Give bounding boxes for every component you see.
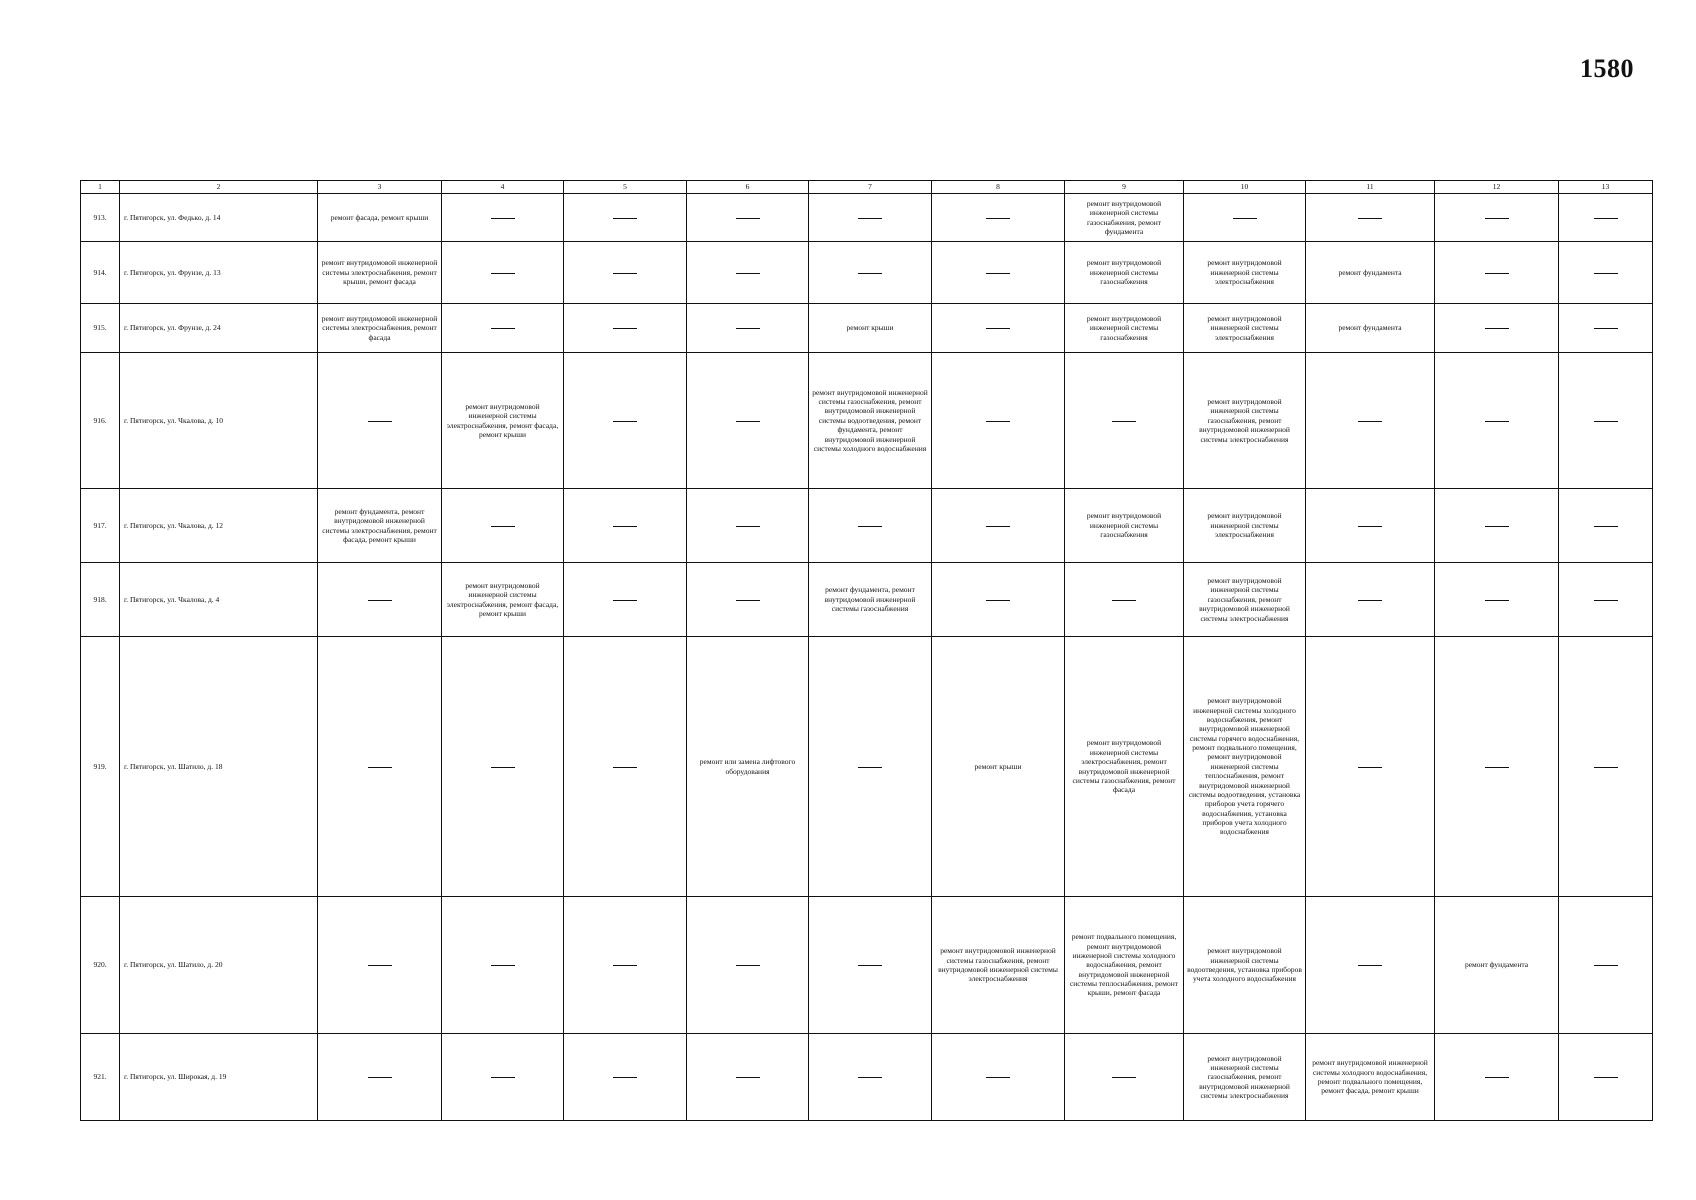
empty-cell [1435,637,1559,897]
dash-mark [1358,767,1382,768]
empty-cell [1065,1034,1184,1121]
empty-cell [564,242,687,304]
address-cell: г. Пятигорск, ул. Шатило, д. 18 [120,637,318,897]
empty-cell [1065,563,1184,637]
address-cell: г. Пятигорск, ул. Чкалова, д. 10 [120,353,318,489]
dash-mark [1594,600,1618,601]
work-type-cell: ремонт внутридомовой инженерной системы холодного водоснабжения, ремонт внутридомовой инженерной системы горячего водоснабжения, ремонт подвального помещения, ремонт внутридомовой инженерной системы теплоснабжения, ремонт внутридомовой инженерной системы водоотведения, установка приборов учета горячего водоснабжения, установка приборов учета холодного водоснабжения [1184,637,1306,897]
dash-mark [1594,526,1618,527]
empty-cell [564,489,687,563]
dash-mark [1594,218,1618,219]
column-number-cell: 1 [81,181,120,194]
work-type-cell: ремонт фундамента [1435,897,1559,1034]
dash-mark [986,218,1010,219]
empty-cell [442,489,564,563]
empty-cell [809,489,932,563]
empty-cell [1559,489,1653,563]
table-row [81,563,1653,637]
empty-cell [564,1034,687,1121]
empty-cell [1306,489,1435,563]
empty-cell [809,1034,932,1121]
dash-mark [1485,767,1509,768]
work-type-cell: ремонт внутридомовой инженерной системы электроснабжения, ремонт крыши, ремонт фасада [318,242,442,304]
column-number-cell: 10 [1184,181,1306,194]
dash-mark [1358,218,1382,219]
dash-mark [858,273,882,274]
empty-cell [1184,194,1306,242]
dash-mark [1358,421,1382,422]
empty-cell [1559,637,1653,897]
work-type-cell: ремонт внутридомовой инженерной системы газоснабжения, ремонт внутридомовой инженерной системы электроснабжения [1184,563,1306,637]
address-cell: г. Пятигорск, ул. Шатило, д. 20 [120,897,318,1034]
empty-cell [1559,304,1653,353]
dash-mark [1485,421,1509,422]
empty-cell [442,897,564,1034]
address-cell: г. Пятигорск, ул. Чкалова, д. 4 [120,563,318,637]
work-type-cell: ремонт внутридомовой инженерной системы электроснабжения, ремонт фасада, ремонт крыши [442,563,564,637]
work-type-cell: ремонт внутридомовой инженерной системы электроснабжения, ремонт внутридомовой инженерной системы газоснабжения, ремонт фасада [1065,637,1184,897]
dash-mark [1358,526,1382,527]
empty-cell [687,1034,809,1121]
work-type-cell: ремонт внутридомовой инженерной системы электроснабжения [1184,242,1306,304]
dash-mark [858,767,882,768]
address-cell: г. Пятигорск, ул. Широкая, д. 19 [120,1034,318,1121]
dash-mark [1485,526,1509,527]
table-row [81,489,1653,563]
work-type-cell: ремонт крыши [932,637,1065,897]
work-type-cell: ремонт крыши [809,304,932,353]
row-number-cell: 915. [81,304,120,353]
page-number: 1580 [1580,54,1634,83]
address-cell: г. Пятигорск, ул. Федько, д. 14 [120,194,318,242]
row-number-cell: 920. [81,897,120,1034]
empty-cell [932,353,1065,489]
row-number-cell: 917. [81,489,120,563]
dash-mark [858,218,882,219]
work-type-cell: ремонт фундамента [1306,304,1435,353]
empty-cell [1306,563,1435,637]
dash-mark [1594,421,1618,422]
empty-cell [687,194,809,242]
empty-cell [1435,242,1559,304]
empty-cell [687,353,809,489]
work-type-cell: ремонт внутридомовой инженерной системы газоснабжения, ремонт внутридомовой инженерной системы электроснабжения [932,897,1065,1034]
dash-mark [1485,1077,1509,1078]
empty-cell [687,242,809,304]
work-type-cell: ремонт фундамента, ремонт внутридомовой инженерной системы газоснабжения [809,563,932,637]
dash-mark [368,767,392,768]
dash-mark [1358,600,1382,601]
dash-mark [491,1077,515,1078]
address-cell: г. Пятигорск, ул. Чкалова, д. 12 [120,489,318,563]
empty-cell [687,563,809,637]
empty-cell [1435,304,1559,353]
dash-mark [1485,218,1509,219]
work-type-cell: ремонт внутридомовой инженерной системы холодного водоснабжения, ремонт подвального помещения, ремонт фасада, ремонт крыши [1306,1034,1435,1121]
work-type-cell: ремонт фундамента, ремонт внутридомовой инженерной системы электроснабжения, ремонт фасада, ремонт крыши [318,489,442,563]
dash-mark [736,600,760,601]
empty-cell [1559,1034,1653,1121]
empty-cell [932,1034,1065,1121]
empty-cell [564,637,687,897]
empty-cell [1435,194,1559,242]
empty-cell [318,563,442,637]
empty-cell [1435,1034,1559,1121]
dash-mark [368,965,392,966]
empty-cell [809,637,932,897]
table-row [81,353,1653,489]
repair-schedule-table [80,180,1653,1121]
work-type-cell: ремонт внутридомовой инженерной системы газоснабжения [1065,489,1184,563]
empty-cell [687,304,809,353]
table-body [81,181,1653,1121]
empty-cell [1435,489,1559,563]
empty-cell [318,353,442,489]
work-type-cell: ремонт внутридомовой инженерной системы газоснабжения [1065,304,1184,353]
dash-mark [613,767,637,768]
dash-mark [613,421,637,422]
empty-cell [932,304,1065,353]
dash-mark [491,273,515,274]
work-type-cell: ремонт внутридомовой инженерной системы газоснабжения, ремонт фундамента [1065,194,1184,242]
empty-cell [564,194,687,242]
dash-mark [1594,273,1618,274]
work-type-cell: ремонт или замена лифтового оборудования [687,637,809,897]
table-row [81,194,1653,242]
empty-cell [442,304,564,353]
dash-mark [736,965,760,966]
empty-cell [1306,637,1435,897]
empty-cell [1435,353,1559,489]
empty-cell [809,242,932,304]
work-type-cell: ремонт внутридомовой инженерной системы газоснабжения, ремонт внутридомовой инженерной системы водоотведения, ремонт фундамента, ремонт внутридомовой инженерной системы холодного водоснабжения [809,353,932,489]
dash-mark [1112,1077,1136,1078]
column-number-cell: 2 [120,181,318,194]
dash-mark [368,1077,392,1078]
dash-mark [1594,767,1618,768]
column-number-cell: 4 [442,181,564,194]
dash-mark [986,421,1010,422]
empty-cell [318,897,442,1034]
column-number-cell: 6 [687,181,809,194]
empty-cell [564,353,687,489]
table-row [81,637,1653,897]
empty-cell [1559,242,1653,304]
dash-mark [1485,273,1509,274]
dash-mark [1594,1077,1618,1078]
work-type-cell: ремонт внутридомовой инженерной системы водоотведения, установка приборов учета холодного водоснабжения [1184,897,1306,1034]
row-number-cell: 919. [81,637,120,897]
dash-mark [736,1077,760,1078]
empty-cell [442,242,564,304]
column-number-cell: 12 [1435,181,1559,194]
empty-cell [687,489,809,563]
empty-cell [564,563,687,637]
dash-mark [1594,965,1618,966]
empty-cell [442,194,564,242]
empty-cell [1559,897,1653,1034]
dash-mark [1485,328,1509,329]
dash-mark [368,600,392,601]
row-number-cell: 913. [81,194,120,242]
column-number-cell: 7 [809,181,932,194]
dash-mark [1485,600,1509,601]
dash-mark [613,526,637,527]
dash-mark [986,273,1010,274]
row-number-cell: 918. [81,563,120,637]
empty-cell [932,242,1065,304]
empty-cell [318,1034,442,1121]
work-type-cell: ремонт внутридомовой инженерной системы электроснабжения, ремонт фасада [318,304,442,353]
empty-cell [1306,897,1435,1034]
column-number-cell: 9 [1065,181,1184,194]
dash-mark [1594,328,1618,329]
empty-cell [809,194,932,242]
dash-mark [858,526,882,527]
empty-cell [1306,353,1435,489]
dash-mark [858,1077,882,1078]
address-cell: г. Пятигорск, ул. Фрунзе, д. 13 [120,242,318,304]
work-type-cell: ремонт фасада, ремонт крыши [318,194,442,242]
dash-mark [736,421,760,422]
empty-cell [932,563,1065,637]
dash-mark [986,328,1010,329]
dash-mark [1112,421,1136,422]
empty-cell [1065,353,1184,489]
empty-cell [442,637,564,897]
dash-mark [1358,965,1382,966]
empty-cell [442,1034,564,1121]
empty-cell [564,897,687,1034]
dash-mark [491,328,515,329]
row-number-cell: 921. [81,1034,120,1121]
column-number-row [81,181,1653,194]
column-number-cell: 3 [318,181,442,194]
empty-cell [809,897,932,1034]
dash-mark [613,218,637,219]
dash-mark [986,1077,1010,1078]
table-row [81,304,1653,353]
empty-cell [1435,563,1559,637]
work-type-cell: ремонт внутридомовой инженерной системы электроснабжения [1184,489,1306,563]
dash-mark [736,273,760,274]
work-type-cell: ремонт внутридомовой инженерной системы электроснабжения [1184,304,1306,353]
row-number-cell: 916. [81,353,120,489]
dash-mark [613,273,637,274]
dash-mark [613,965,637,966]
dash-mark [491,965,515,966]
work-type-cell: ремонт внутридомовой инженерной системы газоснабжения, ремонт внутридомовой инженерной системы электроснабжения [1184,1034,1306,1121]
table-row [81,1034,1653,1121]
empty-cell [932,489,1065,563]
table-row [81,897,1653,1034]
dash-mark [491,767,515,768]
work-type-cell: ремонт внутридомовой инженерной системы газоснабжения [1065,242,1184,304]
column-number-cell: 11 [1306,181,1435,194]
empty-cell [687,897,809,1034]
empty-cell [1306,194,1435,242]
column-number-cell: 13 [1559,181,1653,194]
empty-cell [318,637,442,897]
dash-mark [1112,600,1136,601]
empty-cell [564,304,687,353]
row-number-cell: 914. [81,242,120,304]
work-type-cell: ремонт фундамента [1306,242,1435,304]
column-number-cell: 8 [932,181,1065,194]
dash-mark [368,421,392,422]
dash-mark [736,526,760,527]
work-type-cell: ремонт внутридомовой инженерной системы газоснабжения, ремонт внутридомовой инженерной системы электроснабжения [1184,353,1306,489]
work-type-cell: ремонт подвального помещения, ремонт внутридомовой инженерной системы холодного водоснабжения, ремонт внутридомовой инженерной системы теплоснабжения, ремонт крыши, ремонт фасада [1065,897,1184,1034]
empty-cell [1559,353,1653,489]
dash-mark [491,526,515,527]
dash-mark [613,600,637,601]
empty-cell [932,194,1065,242]
table-row [81,242,1653,304]
dash-mark [613,328,637,329]
dash-mark [613,1077,637,1078]
empty-cell [1559,194,1653,242]
address-cell: г. Пятигорск, ул. Фрунзе, д. 24 [120,304,318,353]
dash-mark [986,600,1010,601]
dash-mark [1233,218,1257,219]
dash-mark [491,218,515,219]
column-number-cell: 5 [564,181,687,194]
dash-mark [986,526,1010,527]
empty-cell [1559,563,1653,637]
dash-mark [858,965,882,966]
dash-mark [736,218,760,219]
dash-mark [736,328,760,329]
work-type-cell: ремонт внутридомовой инженерной системы электроснабжения, ремонт фасада, ремонт крыши [442,353,564,489]
